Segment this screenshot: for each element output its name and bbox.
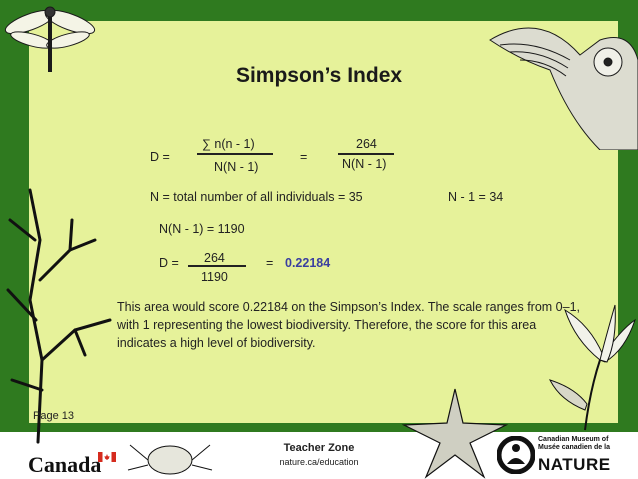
formula-value-numerator: 264	[356, 137, 377, 151]
tree-illustration	[0, 180, 120, 445]
formula-fraction-bar	[197, 153, 273, 155]
calc-denominator: 1190	[201, 270, 228, 284]
teacher-zone-url: nature.ca/education	[279, 457, 359, 467]
calc-fraction-bar	[188, 265, 246, 267]
museum-name	[538, 436, 610, 452]
teacher-zone-label: Teacher Zone	[283, 442, 355, 454]
page-number: Page 13	[33, 410, 74, 422]
crab-illustration	[125, 430, 215, 479]
n-minus-one: N - 1 = 34	[448, 190, 504, 204]
calc-equals: =	[266, 256, 274, 270]
museum-wordmark: NATURE	[538, 455, 611, 474]
formula-equals: =	[300, 150, 308, 164]
calc-result: 0.22184	[285, 256, 331, 270]
n-product: N(N - 1) = 1190	[159, 222, 245, 236]
formula-numerator: ∑ n(n - 1)	[202, 137, 255, 151]
formula-value-fraction-bar	[338, 153, 394, 155]
formula-denominator: N(N - 1)	[214, 160, 259, 174]
formula-value-denominator: N(N - 1)	[342, 157, 387, 171]
museum-name-en: Canadian Museum of	[538, 436, 609, 443]
slide-title: Simpson’s Index	[235, 64, 403, 87]
n-definition: N = total number of all individuals = 35	[150, 190, 363, 204]
calc-d-label: D =	[159, 256, 179, 270]
formula-d-label: D =	[150, 150, 170, 164]
canada-wordmark: Canada	[28, 452, 102, 477]
museum-name-fr: Musée canadien de la	[538, 444, 610, 451]
calc-numerator: 264	[204, 251, 225, 265]
explanation-paragraph: This area would score 0.22184 on the Simpson’s Index. The scale ranges from 0–1, with 1 representing the lowest biodiversity. Therefore, the score for this area indicates a high level of biodiversity.	[117, 300, 581, 350]
